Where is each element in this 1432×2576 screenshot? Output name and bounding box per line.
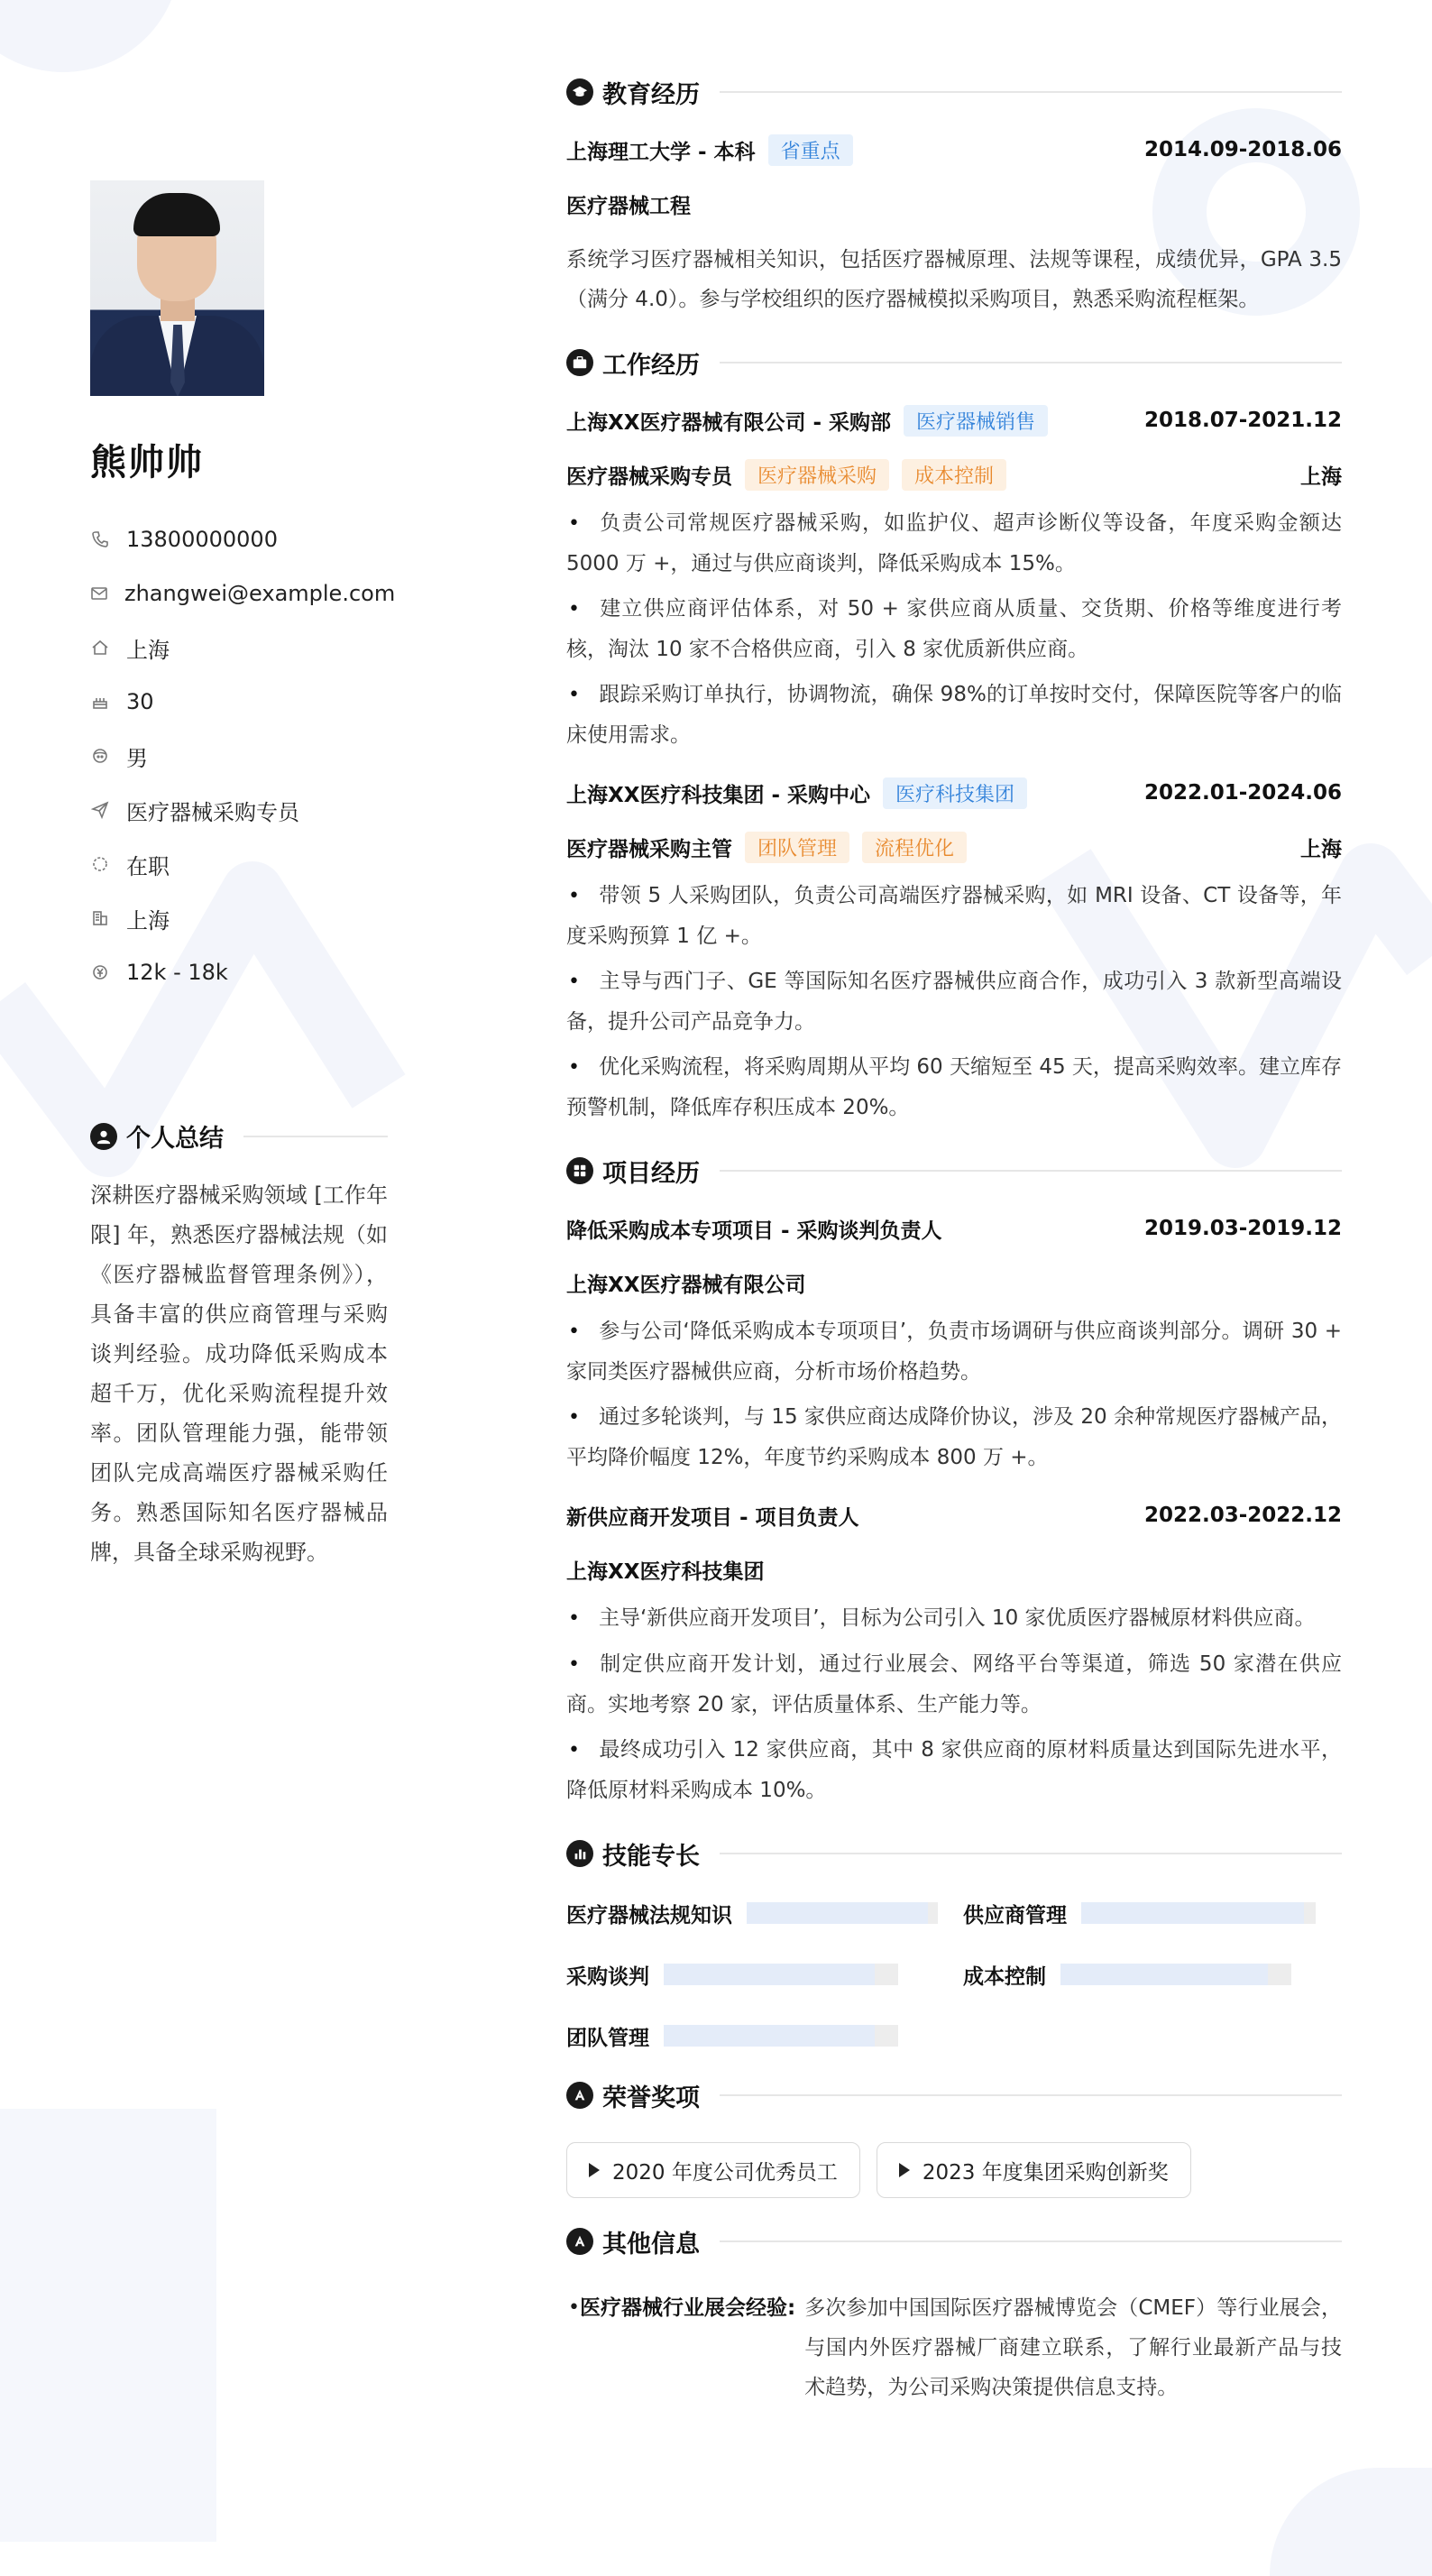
work-bullets [566,503,1342,755]
education-section [566,72,1342,319]
project-bullets [566,1598,1342,1810]
work-entry [566,404,1342,755]
contact-city [90,891,388,945]
education-entry [566,133,1342,319]
skill-level-bar [1060,1964,1291,1985]
list-item: • 通过多轮谈判，与 15 家供应商达成降价协议，涉及 20 余种常规医疗器械产品，平均降价幅度 12%，年度节约采购成本 800 万 +。 [566,1397,1342,1477]
info-icon [566,2228,593,2255]
contact-text: 在职 [126,853,170,879]
project-name: 降低采购成本专项项目 - 采购谈判负责人 [566,1219,942,1243]
work-entry [566,777,1342,1127]
work-date: 2022.01-2024.06 [1143,781,1342,805]
skill-name: 团队管理 [566,2026,649,2050]
list-item: • 建立供应商评估体系，对 50 + 家供应商从质量、交货期、价格等维度进行考核，淘汰 10 家不合格供应商，引入 8 家优质新供应商。 [566,589,1342,669]
skill-tag: 医疗器械采购 [745,459,889,491]
section-divider [720,2094,1342,2096]
award-icon [566,2082,593,2109]
other-section [566,2222,1342,2407]
contact-position [90,783,388,837]
award-label: 2023 年度集团采购创新奖 [922,2160,1169,2185]
company-name: 上海XX医疗科技集团 - 采购中心 [566,783,871,807]
section-title: 个人总结 [126,1125,224,1153]
project-entry [566,1212,1342,1477]
section-header [566,2222,1342,2261]
contact-list [90,512,396,999]
sidebar [90,180,396,999]
play-icon [589,2163,600,2177]
salary-icon [90,962,110,982]
work-bullets [566,876,1342,1127]
send-icon [90,800,110,820]
section-title: 教育经历 [602,80,700,109]
user-icon [90,1123,117,1150]
contact-text: 上海 [126,907,170,934]
project-company: 上海XX医疗器械有限公司 [566,1273,806,1297]
grid-icon [566,1157,593,1184]
skill-item [566,1897,963,1929]
list-item: • 最终成功引入 12 家供应商，其中 8 家供应商的原材料质量达到国际先进水平，降低原材料采购成本 10%。 [566,1730,1342,1810]
skill-item [963,1897,1342,1929]
other-text: 多次参加中国国际医疗器械博览会（CMEF）等行业展会，与国内外医疗器械厂商建立联系，了解行业最新产品与技术趋势，为公司采购决策提供信息支持。 [804,2296,1342,2399]
education-description: 系统学习医疗器械相关知识，包括医疗器械原理、法规等课程，成绩优异，GPA 3.5（满分 4.0）。参与学校组织的医疗器械模拟采购项目，熟悉采购流程框架。 [566,248,1342,311]
skill-name: 供应商管理 [963,1903,1067,1927]
section-title: 荣誉奖项 [602,2084,700,2112]
section-divider [720,1170,1342,1172]
skill-item [963,1958,1342,1991]
skills-section [566,1834,1342,2052]
background-box-decoration [0,2109,216,2542]
section-title: 项目经历 [602,1159,700,1188]
project-company: 上海XX医疗科技集团 [566,1559,765,1584]
school-tag: 省重点 [768,134,853,166]
job-title: 医疗器械采购主管 [566,837,732,861]
bullet: • [568,2296,580,2319]
section-header [90,1118,388,1154]
work-date: 2018.07-2021.12 [1143,409,1342,432]
skill-item [566,2019,963,2052]
skill-tag: 团队管理 [745,832,849,863]
skill-item [566,1958,963,1991]
skill-name: 成本控制 [963,1964,1046,1989]
contact-text: 医疗器械采购专员 [126,799,299,825]
avatar [90,180,264,396]
contact-email [90,566,396,621]
education-date: 2014.09-2018.06 [1143,138,1342,161]
cake-icon [90,692,110,712]
briefcase-icon [566,349,593,376]
building-icon [90,908,110,928]
skill-level-fill [747,1902,928,1924]
contact-text: 13800000000 [126,527,278,552]
main-content [566,72,1342,2431]
job-title: 医疗器械采购专员 [566,465,732,489]
summary-section [90,1118,388,1572]
phone-icon [90,529,110,549]
list-item: • 负责公司常规医疗器械采购，如监护仪、超声诊断仪等设备，年度采购金额达 5000 万 +，通过与供应商谈判，降低采购成本 15%。 [566,503,1342,584]
list-item: • 参与公司‘降低采购成本专项项目’，负责市场调研与供应商谈判部分。调研 30 + 家同类医疗器械供应商，分析市场价格趋势。 [566,1311,1342,1392]
skill-name: 采购谈判 [566,1964,649,1989]
contact-age [90,675,388,729]
section-divider [720,1853,1342,1854]
background-blob-decoration [1270,2468,1432,2576]
project-entry [566,1499,1342,1810]
contact-text: 男 [126,745,148,771]
award-label: 2020 年度公司优秀员工 [612,2160,838,2185]
major: 医疗器械工程 [566,194,691,218]
section-header [566,1151,1342,1191]
project-date: 2019.03-2019.12 [1143,1217,1342,1240]
contact-salary [90,945,388,999]
mail-icon [90,584,108,603]
company-name: 上海XX医疗器械有限公司 - 采购部 [566,410,892,435]
status-icon [90,854,110,874]
section-header [566,343,1342,382]
list-item: • 带领 5 人采购团队，负责公司高端医疗器械采购，如 MRI 设备、CT 设备等，年度采购预算 1 亿 +。 [566,876,1342,956]
awards-list [566,2142,1342,2198]
industry-tag: 医疗器械销售 [904,405,1048,437]
contact-gender [90,729,388,783]
section-header [566,2075,1342,2115]
skill-tag: 成本控制 [902,459,1006,491]
play-icon [899,2163,910,2177]
skill-level-bar [1081,1902,1316,1924]
skill-level-fill [1060,1964,1268,1985]
bar-chart-icon [566,1840,593,1867]
contact-text: 12k - 18k [126,960,228,985]
gender-icon [90,746,110,766]
contact-text: zhangwei@example.com [124,581,396,606]
section-title: 其他信息 [602,2230,700,2259]
skill-level-fill [664,1964,875,1985]
section-title: 技能专长 [602,1842,700,1871]
contact-text: 上海 [126,637,170,663]
summary-text: 深耕医疗器械采购领域 [工作年限] 年，熟悉医疗器械法规（如《医疗器械监督管理条例》），具备丰富的供应商管理与采购谈判经验。成功降低采购成本超千万，优化采购流程提升效率。团队管理能力强，能带领团队完成高端医疗器械采购任务。熟悉国际知名医疗器械品牌，具备全球采购视野。 [90,1182,388,1565]
award-badge [566,2142,860,2198]
projects-section [566,1151,1342,1810]
skill-level-bar [664,1964,898,1985]
honors-section [566,2075,1342,2198]
skill-tag: 流程优化 [862,832,967,863]
list-item: • 主导与西门子、GE 等国际知名医疗器械供应商合作，成功引入 3 款新型高端设备，提升公司产品竞争力。 [566,961,1342,1042]
industry-tag: 医疗科技集团 [883,777,1027,809]
list-item: • 优化采购流程，将采购周期从平均 60 天缩短至 45 天，提高采购效率。建立库存预警机制，降低库存积压成本 20%。 [566,1047,1342,1127]
skill-level-fill [664,2025,875,2047]
project-date: 2022.03-2022.12 [1143,1504,1342,1527]
home-icon [90,638,110,658]
section-header [566,1834,1342,1873]
section-divider [720,2240,1342,2242]
work-section [566,343,1342,1127]
section-divider [243,1136,388,1137]
other-item [566,2288,1342,2407]
list-item: • 制定供应商开发计划，通过行业展会、网络平台等渠道，筛选 50 家潜在供应商。实地考察 20 家，评估质量体系、生产能力等。 [566,1644,1342,1725]
project-bullets [566,1311,1342,1477]
school-name: 上海理工大学 - 本科 [566,140,756,164]
skills-grid [566,1897,1342,2052]
list-item: • 跟踪采购订单执行，协调物流，确保 98%的订单按时交付，保障医院等客户的临床使用需求。 [566,675,1342,755]
candidate-name: 熊帅帅 [90,442,204,483]
contact-phone [90,512,388,566]
section-header [566,72,1342,112]
graduation-cap-icon [566,78,593,106]
work-location: 上海 [1300,837,1342,861]
list-item: • 主导‘新供应商开发项目’，目标为公司引入 10 家优质医疗器械原材料供应商。 [566,1598,1342,1639]
contact-status [90,837,388,891]
contact-text: 30 [126,689,154,714]
contact-home [90,621,388,675]
skill-level-fill [1081,1902,1304,1924]
other-label: 医疗器械行业展会经验: [579,2296,796,2320]
work-location: 上海 [1300,465,1342,489]
skill-level-bar [747,1902,938,1924]
skill-name: 医疗器械法规知识 [566,1903,732,1927]
project-name: 新供应商开发项目 - 项目负责人 [566,1505,859,1530]
skill-level-bar [664,2025,898,2047]
section-divider [720,91,1342,93]
background-corner-decoration [0,0,180,72]
section-title: 工作经历 [602,351,700,380]
section-divider [720,362,1342,363]
award-badge [877,2142,1191,2198]
